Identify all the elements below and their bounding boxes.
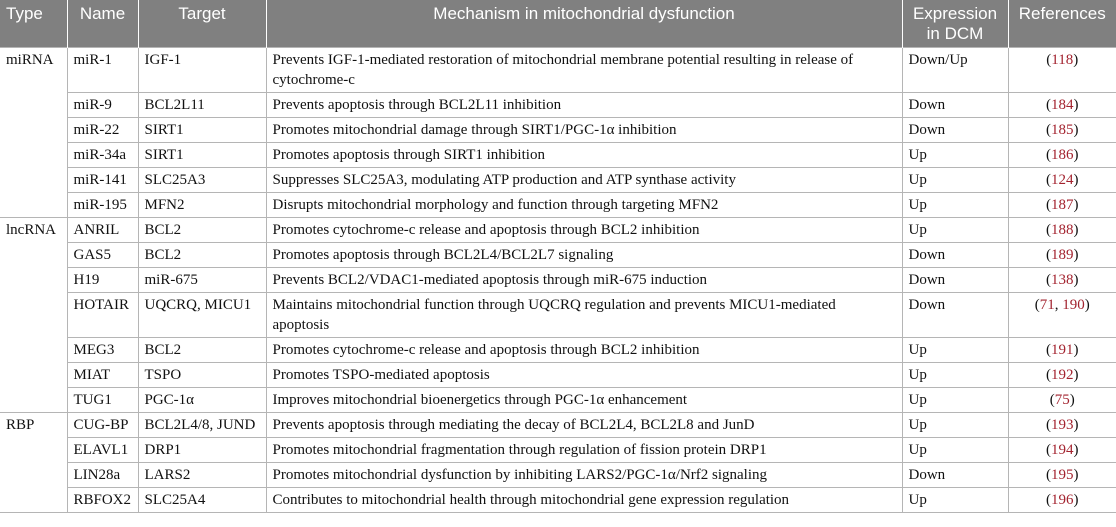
type-cell [0, 338, 67, 363]
name-cell: H19 [67, 268, 138, 293]
reference-link[interactable]: 71 [1039, 297, 1055, 313]
header-expression-line2: in DCM [926, 24, 984, 43]
mechanism-cell: Promotes mitochondrial damage through SIRT1/PGC-1α inhibition [266, 118, 902, 143]
mechanism-cell: Promotes TSPO-mediated apoptosis [266, 363, 902, 388]
target-cell: IGF-1 [138, 48, 266, 93]
table-row [0, 438, 1116, 463]
table-row [0, 193, 1116, 218]
type-cell [0, 168, 67, 193]
type-cell [0, 463, 67, 488]
target-cell: BCL2 [138, 243, 266, 268]
type-cell [0, 93, 67, 118]
reference-link[interactable]: 196 [1051, 492, 1074, 508]
mechanism-cell: Maintains mitochondrial function through UQCRQ regulation and prevents MICU1-mediated apoptosis [266, 293, 902, 338]
name-cell: miR-141 [67, 168, 138, 193]
expression-cell: Up [902, 338, 1008, 363]
type-cell [0, 438, 67, 463]
type-cell [0, 193, 67, 218]
expression-cell: Down [902, 293, 1008, 338]
table-row [0, 218, 1116, 243]
header-references: References [1008, 0, 1116, 48]
name-cell: miR-22 [67, 118, 138, 143]
table-row [0, 118, 1116, 143]
type-cell [0, 118, 67, 143]
target-cell: miR-675 [138, 268, 266, 293]
expression-cell: Up [902, 413, 1008, 438]
name-cell: RBFOX2 [67, 488, 138, 513]
references-cell: (193) [1008, 413, 1116, 438]
references-cell: (187) [1008, 193, 1116, 218]
expression-cell: Up [902, 363, 1008, 388]
target-cell: LARS2 [138, 463, 266, 488]
reference-link[interactable]: 187 [1051, 197, 1074, 213]
table-row [0, 243, 1116, 268]
references-cell: (118) [1008, 48, 1116, 93]
expression-cell: Up [902, 388, 1008, 413]
target-cell: BCL2L4/8, JUND [138, 413, 266, 438]
expression-cell: Down [902, 463, 1008, 488]
target-cell: UQCRQ, MICU1 [138, 293, 266, 338]
table-row [0, 168, 1116, 193]
table-body [0, 48, 1116, 513]
references-cell: (195) [1008, 463, 1116, 488]
target-cell: SIRT1 [138, 118, 266, 143]
mechanism-cell: Promotes mitochondrial fragmentation through regulation of fission protein DRP1 [266, 438, 902, 463]
target-cell: SLC25A3 [138, 168, 266, 193]
reference-link[interactable]: 188 [1051, 222, 1074, 238]
table-row [0, 488, 1116, 513]
mechanism-cell: Prevents apoptosis through BCL2L11 inhibition [266, 93, 902, 118]
expression-cell: Up [902, 438, 1008, 463]
references-cell: (184) [1008, 93, 1116, 118]
expression-cell: Up [902, 218, 1008, 243]
name-cell: TUG1 [67, 388, 138, 413]
table-row [0, 338, 1116, 363]
reference-link[interactable]: 118 [1051, 52, 1074, 68]
target-cell: MFN2 [138, 193, 266, 218]
header-type: Type [0, 0, 67, 48]
mechanism-cell: Promotes apoptosis through BCL2L4/BCL2L7 signaling [266, 243, 902, 268]
table-row [0, 268, 1116, 293]
references-cell: (194) [1008, 438, 1116, 463]
references-cell: (75) [1008, 388, 1116, 413]
table-row [0, 293, 1116, 338]
expression-cell: Down [902, 243, 1008, 268]
expression-cell: Up [902, 168, 1008, 193]
expression-cell: Down [902, 118, 1008, 143]
target-cell: SIRT1 [138, 143, 266, 168]
header-expression [902, 0, 1008, 48]
header-mechanism: Mechanism in mitochondrial dysfunction [266, 0, 902, 48]
mechanism-cell: Promotes cytochrome-c release and apoptosis through BCL2 inhibition [266, 338, 902, 363]
name-cell: miR-34a [67, 143, 138, 168]
target-cell: SLC25A4 [138, 488, 266, 513]
mechanism-cell: Prevents apoptosis through mediating the decay of BCL2L4, BCL2L8 and JunD [266, 413, 902, 438]
header-row [0, 0, 1116, 48]
reference-link[interactable]: 185 [1051, 122, 1074, 138]
references-cell: (189) [1008, 243, 1116, 268]
mechanism-cell: Suppresses SLC25A3, modulating ATP production and ATP synthase activity [266, 168, 902, 193]
type-cell [0, 243, 67, 268]
mechanism-cell: Contributes to mitochondrial health through mitochondrial gene expression regulation [266, 488, 902, 513]
mechanism-cell: Promotes apoptosis through SIRT1 inhibition [266, 143, 902, 168]
name-cell: miR-1 [67, 48, 138, 93]
references-cell: (138) [1008, 268, 1116, 293]
reference-link[interactable]: 138 [1051, 272, 1074, 288]
type-cell: lncRNA [0, 218, 67, 243]
expression-cell: Up [902, 143, 1008, 168]
header-expression-line1: Expression [912, 4, 998, 23]
mechanism-cell: Promotes mitochondrial dysfunction by inhibiting LARS2/PGC-1α/Nrf2 signaling [266, 463, 902, 488]
name-cell: GAS5 [67, 243, 138, 268]
reference-link[interactable]: 195 [1051, 467, 1074, 483]
target-cell: TSPO [138, 363, 266, 388]
table-row [0, 93, 1116, 118]
type-cell: RBP [0, 413, 67, 438]
name-cell: CUG-BP [67, 413, 138, 438]
expression-cell: Up [902, 488, 1008, 513]
type-cell [0, 143, 67, 168]
references-cell: (191) [1008, 338, 1116, 363]
name-cell: miR-9 [67, 93, 138, 118]
type-cell [0, 388, 67, 413]
references-cell: (196) [1008, 488, 1116, 513]
name-cell: MIAT [67, 363, 138, 388]
expression-cell: Up [902, 193, 1008, 218]
table-row [0, 463, 1116, 488]
header-name: Name [67, 0, 138, 48]
expression-cell: Down [902, 268, 1008, 293]
references-cell: (188) [1008, 218, 1116, 243]
table-row [0, 388, 1116, 413]
header-target: Target [138, 0, 266, 48]
table-row [0, 413, 1116, 438]
name-cell: ELAVL1 [67, 438, 138, 463]
mechanism-cell: Disrupts mitochondrial morphology and function through targeting MFN2 [266, 193, 902, 218]
mechanism-cell: Prevents IGF-1-mediated restoration of mitochondrial membrane potential resulting in release of cytochrome-c [266, 48, 902, 93]
name-cell: MEG3 [67, 338, 138, 363]
type-cell [0, 293, 67, 338]
target-cell: BCL2L11 [138, 93, 266, 118]
table-row [0, 363, 1116, 388]
reference-link[interactable]: 184 [1051, 97, 1074, 113]
name-cell: HOTAIR [67, 293, 138, 338]
reference-link[interactable]: 191 [1051, 342, 1074, 358]
name-cell: miR-195 [67, 193, 138, 218]
reference-link[interactable]: 75 [1054, 392, 1070, 408]
reference-link[interactable]: 190 [1062, 297, 1085, 313]
references-cell: (192) [1008, 363, 1116, 388]
reference-link[interactable]: 194 [1051, 442, 1074, 458]
table-row [0, 48, 1116, 93]
reference-link[interactable]: 124 [1051, 172, 1074, 188]
reference-link[interactable]: 186 [1051, 147, 1074, 163]
mechanism-cell: Promotes cytochrome-c release and apoptosis through BCL2 inhibition [266, 218, 902, 243]
references-cell: (186) [1008, 143, 1116, 168]
expression-cell: Down/Up [902, 48, 1008, 93]
expression-cell: Down [902, 93, 1008, 118]
target-cell: PGC-1α [138, 388, 266, 413]
target-cell: BCL2 [138, 338, 266, 363]
target-cell: DRP1 [138, 438, 266, 463]
reference-link[interactable]: 192 [1051, 367, 1074, 383]
references-cell: (71, 190) [1008, 293, 1116, 338]
type-cell [0, 488, 67, 513]
mechanism-cell: Prevents BCL2/VDAC1-mediated apoptosis through miR-675 induction [266, 268, 902, 293]
reference-link[interactable]: 189 [1051, 247, 1074, 263]
references-cell: (185) [1008, 118, 1116, 143]
target-cell: BCL2 [138, 218, 266, 243]
reference-link[interactable]: 193 [1051, 417, 1074, 433]
mechanism-cell: Improves mitochondrial bioenergetics through PGC-1α enhancement [266, 388, 902, 413]
table-row [0, 143, 1116, 168]
type-cell [0, 268, 67, 293]
type-cell [0, 363, 67, 388]
references-cell: (124) [1008, 168, 1116, 193]
name-cell: LIN28a [67, 463, 138, 488]
name-cell: ANRIL [67, 218, 138, 243]
type-cell: miRNA [0, 48, 67, 93]
